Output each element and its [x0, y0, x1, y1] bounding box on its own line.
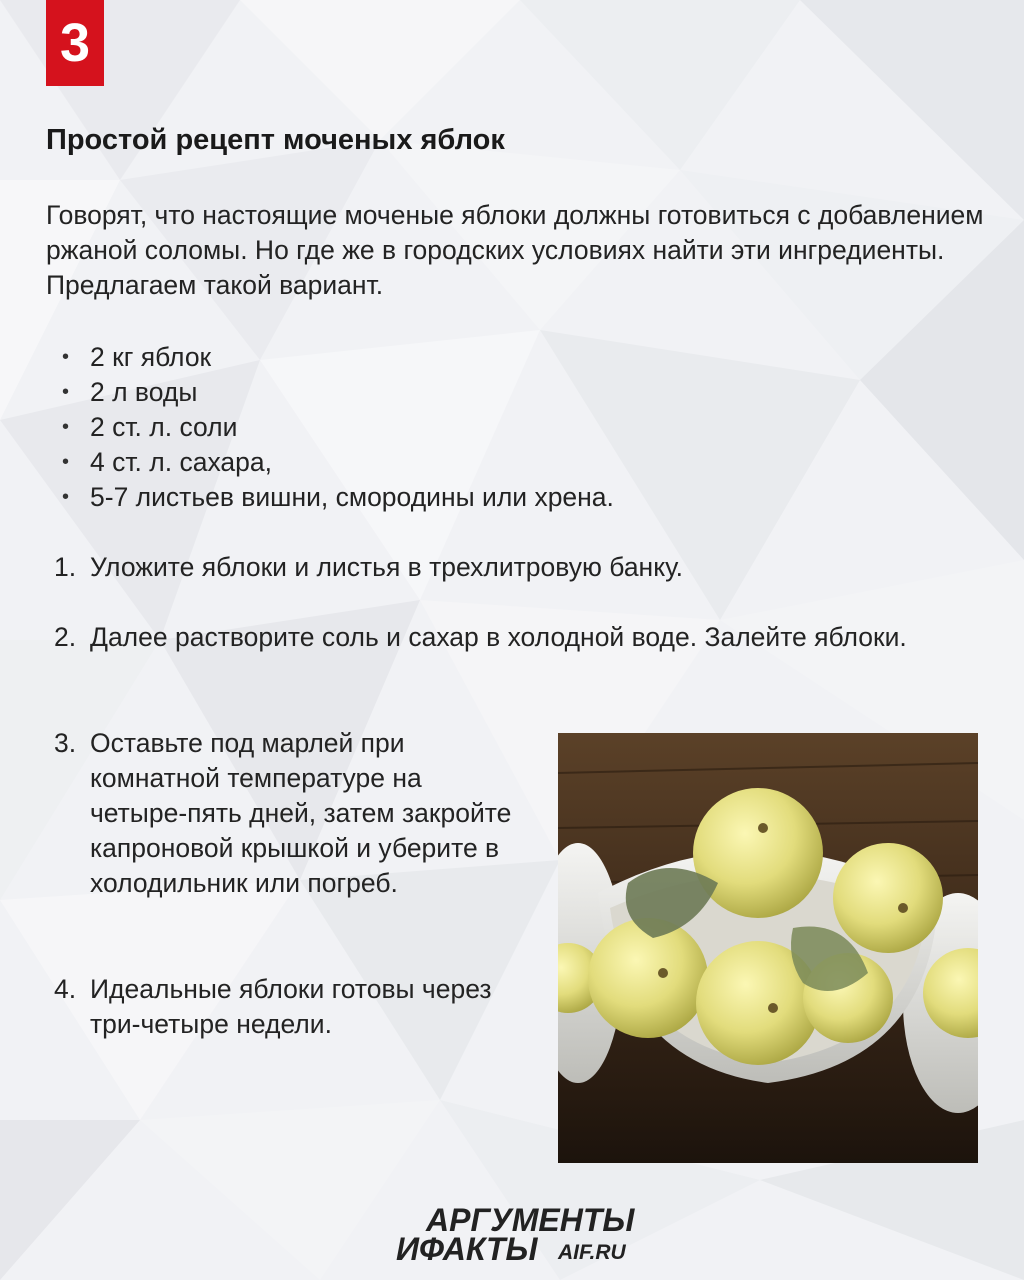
- step-text: Далее растворите соль и сахар в холодной воде. Залейте яблоки.: [90, 622, 907, 652]
- step-index: 4.: [54, 974, 77, 1004]
- aif-logo: [396, 1203, 656, 1263]
- recipe-step-4: [54, 972, 524, 1042]
- step-text: Уложите яблоки и листья в трехлитровую банку.: [90, 552, 684, 582]
- ingredient-text: 5-7 листьев вишни, смородины или хрена.: [90, 482, 614, 512]
- step-index: 3.: [54, 728, 77, 758]
- step-number-badge: [46, 0, 104, 86]
- logo-domain: AIF.RU: [558, 1241, 626, 1263]
- ingredient-item: [60, 375, 614, 410]
- page-title: Простой рецепт моченых яблок: [46, 124, 505, 156]
- recipe-step-2: [54, 620, 954, 655]
- ingredient-text: 4 ст. л. сахара,: [90, 447, 272, 477]
- ingredient-item: [60, 410, 614, 445]
- ingredient-text: 2 л воды: [90, 377, 198, 407]
- ingredient-text: 2 кг яблок: [90, 342, 212, 372]
- ingredient-item: [60, 480, 614, 515]
- step-number: 3: [59, 13, 91, 73]
- recipe-step-3: [54, 726, 524, 901]
- bullet-icon: •: [62, 416, 70, 438]
- bullet-icon: •: [62, 451, 70, 473]
- ingredient-item: [60, 340, 614, 375]
- step-index: 2.: [54, 622, 77, 652]
- ingredient-text: 2 ст. л. соли: [90, 412, 238, 442]
- bullet-icon: •: [62, 381, 70, 403]
- bullet-icon: •: [62, 486, 70, 508]
- intro-paragraph: Говорят, что настоящие моченые яблоки должны готовиться с добавлением ржаной соломы. Но где же в городских условиях найти эти ингредиенты. Предлагаем такой вариант.: [46, 200, 984, 300]
- recipe-step-1: [54, 550, 834, 585]
- bullet-icon: •: [62, 346, 70, 368]
- soaked-apples-photo: [558, 733, 978, 1163]
- logo-line-2: ИФАКТЫ: [396, 1231, 538, 1263]
- step-text: Идеальные яблоки готовы через три-четыре недели.: [90, 974, 492, 1039]
- ingredients-list: [60, 340, 614, 515]
- logo-line-1: АРГУМЕНТЫ: [426, 1203, 635, 1238]
- step-text: Оставьте под марлей при комнатной температуре на четыре-пять дней, затем закройте капроновой крышкой и уберите в холодильник или погреб.: [90, 728, 512, 898]
- ingredient-item: [60, 445, 614, 480]
- step-index: 1.: [54, 552, 77, 582]
